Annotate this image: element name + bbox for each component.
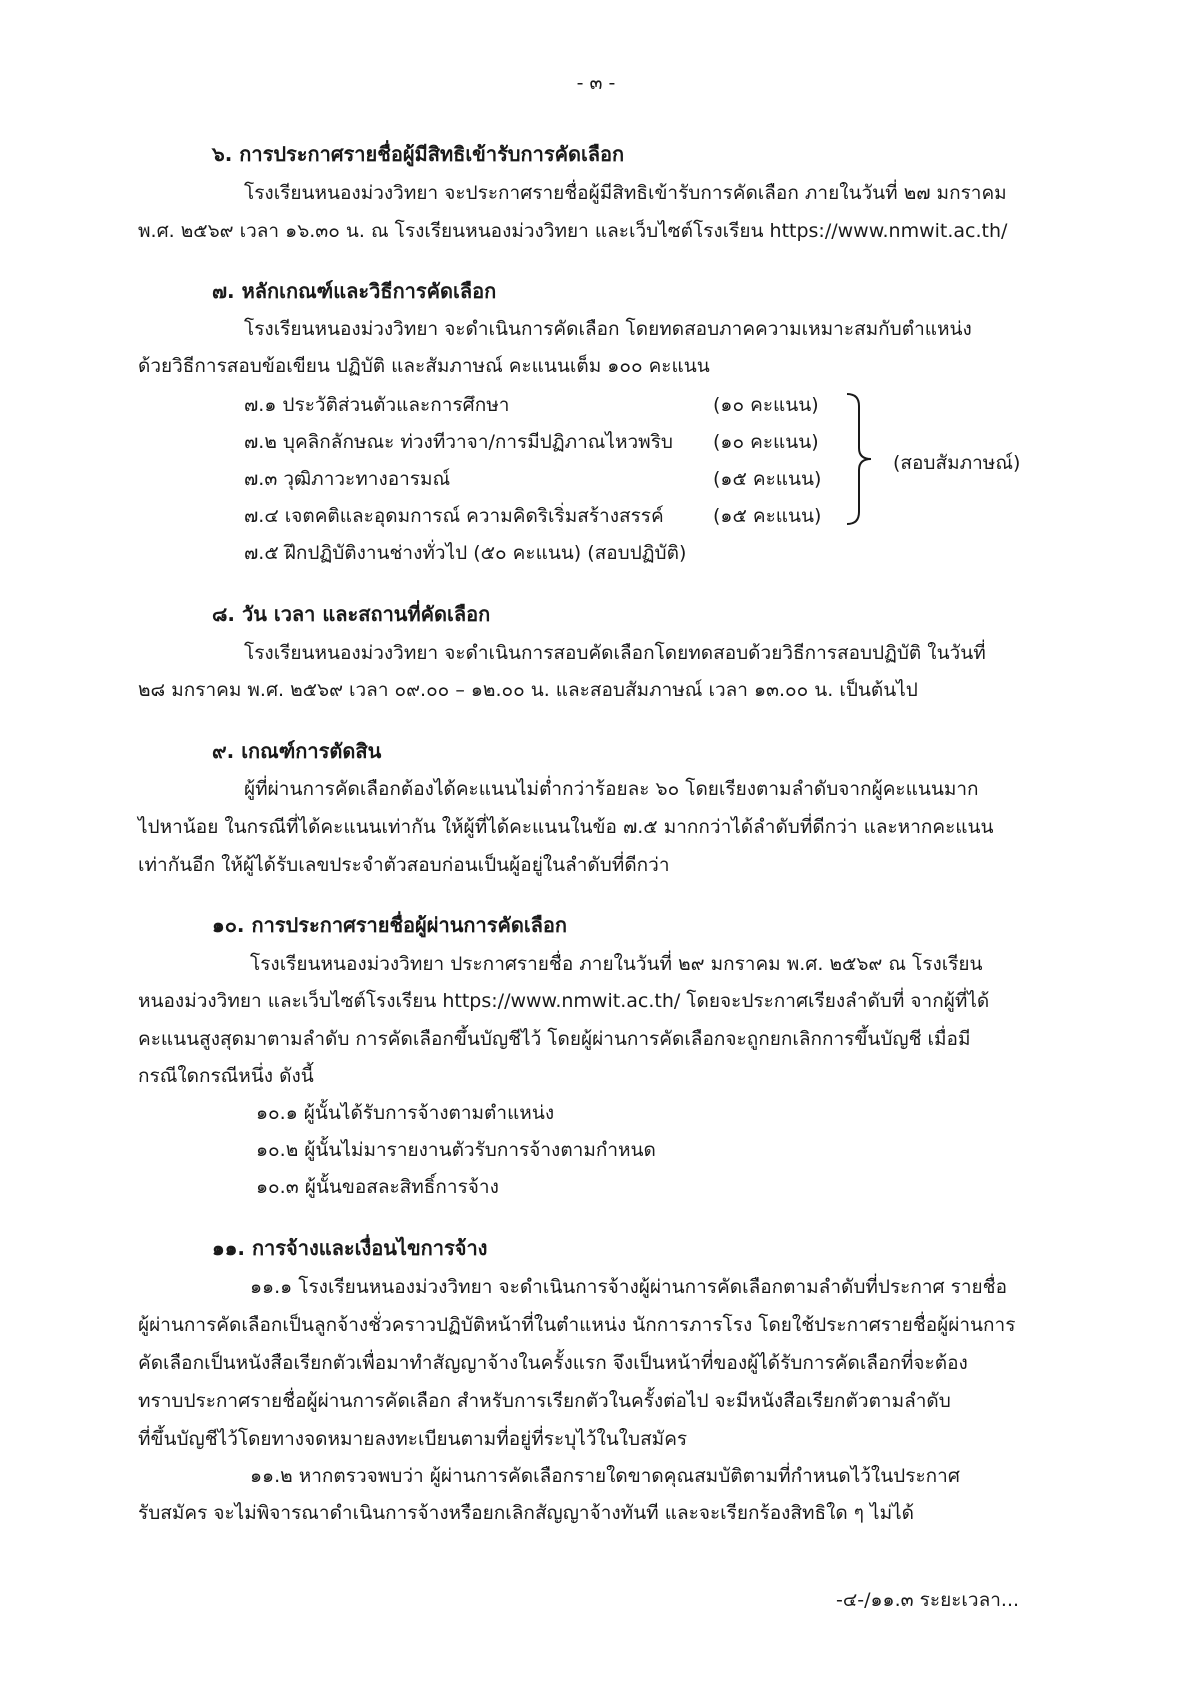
section-11-line-7: รับสมัคร จะไม่พิจารณาดำเนินการจ้างหรือยกเลิกสัญญาจ้างทันที และจะเรียกร้องสิทธิใด ๆ ไม่ได้	[138, 1502, 914, 1524]
section-11-line-6: ๑๑.๒ หากตรวจพบว่า ผู้ผ่านการคัดเลือกรายใดขาดคุณสมบัติตามที่กำหนดไว้ในประกาศ	[250, 1465, 960, 1487]
continuation-note: -๔-/๑๑.๓ ระยะเวลา...	[836, 1589, 1020, 1611]
criteria-7-4-score: (๑๕ คะแนน)	[713, 505, 822, 527]
section-7-heading: ๗. หลักเกณฑ์และวิธีการคัดเลือก	[212, 279, 497, 303]
section-9-heading: ๙. เกณฑ์การตัดสิน	[212, 739, 382, 763]
section-9-line-2: ไปหาน้อย ในกรณีที่ได้คะแนนเท่ากัน ให้ผู้ที่ได้คะแนนในข้อ ๗.๕ มากกว่าได้ลำดับที่ดีกว่า และหากคะแนน	[138, 816, 994, 838]
section-10-item-3: ๑๐.๓ ผู้นั้นขอสละสิทธิ์การจ้าง	[256, 1176, 499, 1198]
section-10-item-1: ๑๐.๑ ผู้นั้นได้รับการจ้างตามตำแหน่ง	[256, 1102, 555, 1124]
criteria-7-4-label: ๗.๔ เจตคติและอุดมการณ์ ความคิดริเริ่มสร้างสรรค์	[244, 505, 664, 527]
section-10-item-2: ๑๐.๒ ผู้นั้นไม่มารายงานตัวรับการจ้างตามกำหนด	[256, 1139, 656, 1161]
section-11-line-4: ทราบประกาศรายชื่อผู้ผ่านการคัดเลือก สำหรับการเรียกตัวในครั้งต่อไป จะมีหนังสือเรียกตัวตามลำดับ	[138, 1390, 951, 1412]
criteria-7-1-label: ๗.๑ ประวัติส่วนตัวและการศึกษา	[244, 394, 510, 416]
section-6-line-2: พ.ศ. ๒๕๖๙ เวลา ๑๖.๓๐ น. ณ โรงเรียนหนองม่วงวิทยา และเว็บไซต์โรงเรียน https://www.nmwit.ac.th/	[138, 220, 1008, 242]
section-8-heading: ๘. วัน เวลา และสถานที่คัดเลือก	[212, 602, 491, 626]
section-9-line-1: ผู้ที่ผ่านการคัดเลือกต้องได้คะแนนไม่ต่ำกว่าร้อยละ ๖๐ โดยเรียงตามลำดับจากผู้คะแนนมาก	[244, 778, 979, 800]
section-6-heading: ๖. การประกาศรายชื่อผู้มีสิทธิเข้ารับการคัดเลือก	[212, 142, 625, 166]
section-7-line-1: โรงเรียนหนองม่วงวิทยา จะดำเนินการคัดเลือก โดยทดสอบภาคความเหมาะสมกับตำแหน่ง	[244, 318, 972, 340]
section-10-line-2: หนองม่วงวิทยา และเว็บไซต์โรงเรียน https://www.nmwit.ac.th/ โดยจะประกาศเรียงลำดับที่ จากผู้ที่ได้	[138, 990, 990, 1012]
section-7-line-2: ด้วยวิธีการสอบข้อเขียน ปฏิบัติ และสัมภาษณ์ คะแนนเต็ม ๑๐๐ คะแนน	[138, 355, 710, 377]
criteria-7-1-score: (๑๐ คะแนน)	[713, 394, 819, 416]
section-11-line-1: ๑๑.๑ โรงเรียนหนองม่วงวิทยา จะดำเนินการจ้างผู้ผ่านการคัดเลือกตามลำดับที่ประกาศ รายชื่อ	[250, 1276, 1007, 1298]
section-11-line-3: คัดเลือกเป็นหนังสือเรียกตัวเพื่อมาทำสัญญาจ้างในครั้งแรก จึงเป็นหน้าที่ของผู้ได้รับการคัดเลือกที่จะต้อง	[138, 1352, 968, 1374]
section-10-line-3: คะแนนสูงสุดมาตามลำดับ การคัดเลือกขึ้นบัญชีไว้ โดยผู้ผ่านการคัดเลือกจะถูกยกเลิกการขึ้นบัญชี เมื่อมี	[138, 1028, 971, 1050]
section-8-line-1: โรงเรียนหนองม่วงวิทยา จะดำเนินการสอบคัดเลือกโดยทดสอบด้วยวิธีการสอบปฏิบัติ ในวันที่	[244, 642, 986, 664]
criteria-7-3-score: (๑๕ คะแนน)	[713, 468, 822, 490]
criteria-7-2-score: (๑๐ คะแนน)	[713, 431, 819, 453]
section-10-line-1: โรงเรียนหนองม่วงวิทยา ประกาศรายชื่อ ภายในวันที่ ๒๙ มกราคม พ.ศ. ๒๕๖๙ ณ โรงเรียน	[250, 953, 983, 975]
criteria-7-3-label: ๗.๓ วุฒิภาวะทางอารมณ์	[244, 468, 451, 490]
section-11-heading: ๑๑. การจ้างและเงื่อนไขการจ้าง	[212, 1236, 488, 1260]
page-number: - ๓ -	[576, 72, 616, 94]
criteria-7-2-label: ๗.๒ บุคลิกลักษณะ ท่วงทีวาจา/การมีปฏิภาณไหวพริบ	[244, 431, 673, 453]
section-11-line-2: ผู้ผ่านการคัดเลือกเป็นลูกจ้างชั่วคราวปฏิบัติหน้าที่ในตำแหน่ง นักการภารโรง โดยใช้ประกาศรายชื่อผู้ผ่านการ	[138, 1314, 1016, 1336]
section-11-line-5: ที่ขึ้นบัญชีไว้โดยทางจดหมายลงทะเบียนตามที่อยู่ที่ระบุไว้ในใบสมัคร	[138, 1428, 688, 1450]
section-6-line-1: โรงเรียนหนองม่วงวิทยา จะประกาศรายชื่อผู้มีสิทธิเข้ารับการคัดเลือก ภายในวันที่ ๒๗ มกราคม	[244, 182, 1007, 204]
right-brace-icon	[845, 392, 875, 526]
interview-label: (สอบสัมภาษณ์)	[893, 452, 1021, 474]
criteria-7-5: ๗.๕ ฝึกปฏิบัติงานช่างทั่วไป (๕๐ คะแนน) (สอบปฏิบัติ)	[244, 542, 687, 564]
section-10-line-4: กรณีใดกรณีหนึ่ง ดังนี้	[138, 1065, 314, 1087]
section-10-heading: ๑๐. การประกาศรายชื่อผู้ผ่านการคัดเลือก	[212, 913, 568, 937]
section-9-line-3: เท่ากันอีก ให้ผู้ได้รับเลขประจำตัวสอบก่อนเป็นผู้อยู่ในลำดับที่ดีกว่า	[138, 854, 670, 876]
section-8-line-2: ๒๘ มกราคม พ.ศ. ๒๕๖๙ เวลา ๐๙.๐๐ – ๑๒.๐๐ น. และสอบสัมภาษณ์ เวลา ๑๓.๐๐ น. เป็นต้นไป	[138, 679, 918, 701]
